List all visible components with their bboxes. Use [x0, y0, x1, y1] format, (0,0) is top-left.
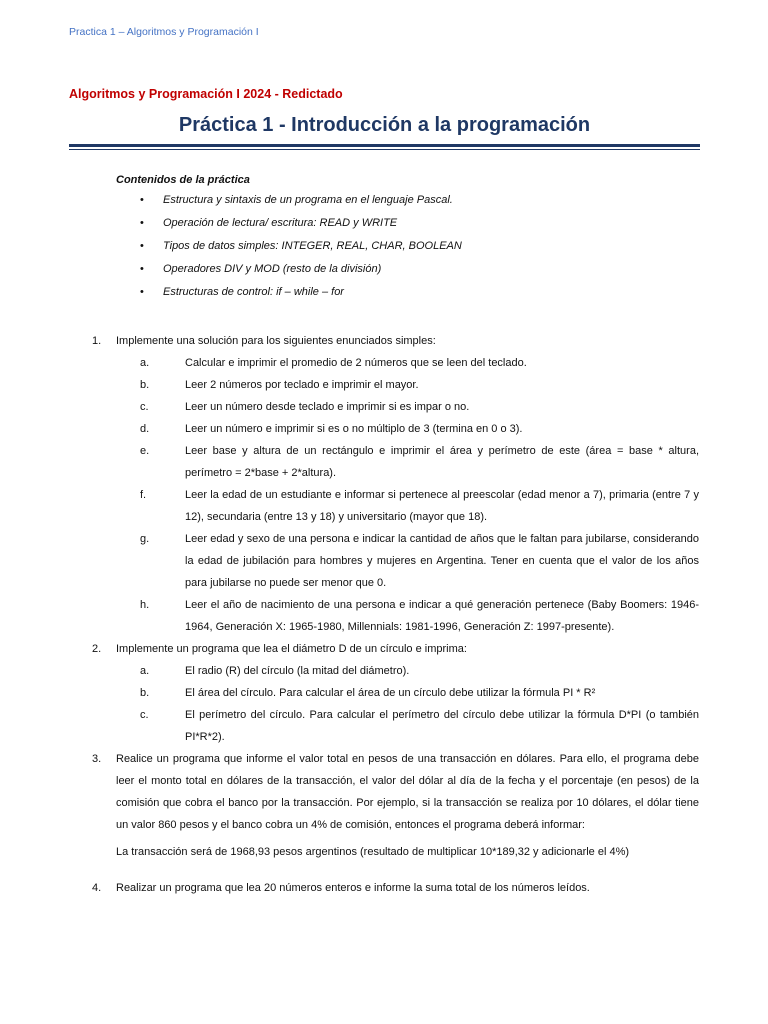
contents-item-text: Operación de lectura/ escritura: READ y WRITE: [163, 217, 398, 229]
running-header: Practica 1 – Algoritmos y Programación I: [69, 26, 259, 38]
subitem-text: Leer el año de nacimiento de una persona e indicar a qué generación pertenece (Baby Boomers: 1946-1964, Generación X: 1965-1980, Millennials: 1981-1996, Generación Z: 1997-presente).: [185, 599, 699, 633]
contents-item: [116, 214, 676, 237]
bullet-icon: •: [140, 263, 144, 275]
subitem-text: Leer base y altura de un rectángulo e imprimir el área y perímetro de este (área = base * altura, perímetro = 2*base + 2*altura).: [185, 445, 699, 479]
contents-item: [116, 237, 676, 260]
contents-item-text: Operadores DIV y MOD (resto de la división): [163, 263, 382, 275]
subitem-text: El perímetro del círculo. Para calcular el perímetro del círculo debe utilizar la fórmula D*PI (o también PI*R*2).: [185, 709, 699, 743]
title-rule-thick: [69, 144, 700, 147]
subitem: [140, 396, 699, 418]
subitem-letter: e.: [140, 445, 150, 457]
exercise-number: 4.: [92, 882, 102, 894]
subitem-letter: f.: [140, 489, 147, 501]
subitem-letter: a.: [140, 665, 150, 677]
subitem-letter: c.: [140, 401, 149, 413]
subitem: [140, 594, 699, 638]
contents-item: [116, 283, 676, 306]
subitem: [140, 704, 699, 748]
subitem: [140, 682, 699, 704]
bullet-icon: •: [140, 286, 144, 298]
subitem-text: Leer edad y sexo de una persona e indicar la cantidad de años que le faltan para jubilarse, considerando la edad de jubilación para hombres y mujeres en Argentina. Tener en cuenta que el valor de los años para jubilarse no puede ser menor que 0.: [185, 533, 699, 589]
exercise-4: [92, 877, 699, 899]
exercise-text: Realice un programa que informe el valor total en pesos de una transacción en dólares. Para ello, el programa debe leer el monto total en dólares de la transacción, el valor del dólar al día de la fecha y el porcentaje (en pesos) de la comisión que cobra el banco por la transacción. Por ejemplo, si la transacción se realiza por 10 dólares, el dólar tiene un valor 860 pesos y el banco cobra un 4% de comisión, entonces el programa deberá informar:: [116, 753, 699, 831]
contents-item: [116, 191, 676, 214]
subitem: [140, 374, 699, 396]
contents-item-text: Tipos de datos simples: INTEGER, REAL, CHAR, BOOLEAN: [163, 240, 462, 252]
contents-item-text: Estructura y sintaxis de un programa en el lenguaje Pascal.: [163, 194, 453, 206]
exercise-number: 3.: [92, 753, 102, 765]
exercise-2: [92, 638, 699, 660]
subitem: [140, 418, 699, 440]
contents-item-text: Estructuras de control: if – while – for: [163, 286, 344, 298]
contents-item: [116, 260, 676, 283]
bullet-icon: •: [140, 240, 144, 252]
subitem-text: Leer 2 números por teclado e imprimir el mayor.: [185, 379, 419, 391]
subitem-text: El área del círculo. Para calcular el área de un círculo debe utilizar la fórmula PI * R²: [185, 687, 596, 699]
subitem-letter: d.: [140, 423, 150, 435]
exercise-number: 1.: [92, 335, 102, 347]
subitem: [140, 660, 699, 682]
contents-heading: Contenidos de la práctica: [116, 174, 250, 186]
subitem: [140, 528, 699, 594]
subitem-letter: a.: [140, 357, 150, 369]
exercise-text: Realizar un programa que lea 20 números enteros e informe la suma total de los números leídos.: [116, 882, 590, 894]
subitem-letter: b.: [140, 687, 150, 699]
exercise-list: [0, 330, 768, 899]
exercise-1-items: [140, 352, 699, 638]
example-output: La transacción será de 1968,93 pesos argentinos (resultado de multiplicar 10*189,32 y adicionarle el 4%): [116, 846, 630, 858]
subitem-text: Calcular e imprimir el promedio de 2 números que se leen del teclado.: [185, 357, 527, 369]
subitem-text: Leer un número desde teclado e imprimir si es impar o no.: [185, 401, 470, 413]
contents-list: [116, 191, 676, 306]
contents-section: [116, 171, 676, 306]
course-subtitle: Algoritmos y Programación I 2024 - Redictado: [69, 87, 343, 101]
bullet-icon: •: [140, 217, 144, 229]
exercise-1: [92, 330, 699, 352]
exercise-number: 2.: [92, 643, 102, 655]
subitem-letter: g.: [140, 533, 150, 545]
exercise-2-items: [140, 660, 699, 748]
exercise-3: [92, 748, 699, 836]
subitem: [140, 484, 699, 528]
subitem: [140, 352, 699, 374]
subitem-letter: b.: [140, 379, 150, 391]
exercise-text: Implemente una solución para los siguientes enunciados simples:: [116, 335, 436, 347]
exercise-text: Implemente un programa que lea el diámetro D de un círculo e imprima:: [116, 643, 467, 655]
subitem-letter: h.: [140, 599, 150, 611]
subitem-text: Leer un número e imprimir si es o no múltiplo de 3 (termina en 0 o 3).: [185, 423, 523, 435]
title-rule-thin: [69, 149, 700, 150]
subitem: [140, 440, 699, 484]
subitem-text: Leer la edad de un estudiante e informar si pertenece al preescolar (edad menor a 7), primaria (entre 7 y 12), secundaria (entre 13 y 18) y universitario (mayor que 18).: [185, 489, 699, 523]
page-title: Práctica 1 - Introducción a la programación: [178, 114, 591, 136]
subitem-letter: c.: [140, 709, 149, 721]
bullet-icon: •: [140, 194, 144, 206]
subitem-text: El radio (R) del círculo (la mitad del diámetro).: [185, 665, 410, 677]
